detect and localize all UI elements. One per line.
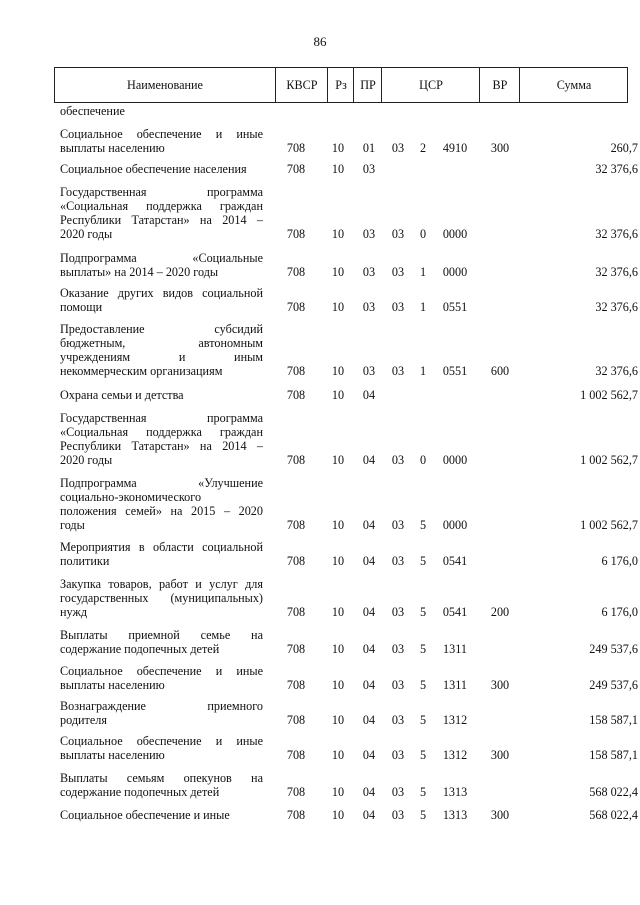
continuation-text: обеспечение <box>60 104 125 118</box>
cell-vr <box>483 265 517 279</box>
cell-c3: 1313 <box>442 785 468 799</box>
header-rz: Рз <box>327 68 354 102</box>
cell-rz: 10 <box>331 748 345 762</box>
cell-vr <box>483 453 517 467</box>
cell-c1: 03 <box>391 605 405 619</box>
row-name-line: помощи <box>60 300 103 314</box>
cell-vr <box>483 785 517 799</box>
cell-vr <box>483 388 517 402</box>
cell-kvsr: 708 <box>286 300 306 314</box>
row-name <box>60 664 263 692</box>
row-name <box>60 628 263 656</box>
cell-c1: 03 <box>391 364 405 378</box>
row-name-line: Предоставление субсидий <box>60 322 263 336</box>
cell-rz: 10 <box>331 265 345 279</box>
cell-sum: 568 022,4 <box>589 785 638 799</box>
cell-pr: 01 <box>362 141 376 155</box>
cell-c1: 03 <box>391 300 405 314</box>
cell-c2: 5 <box>419 605 427 619</box>
cell-c3: 0000 <box>442 265 468 279</box>
row-name-line: нужд <box>60 605 88 619</box>
cell-rz: 10 <box>331 642 345 656</box>
cell-sum: 32 376,6 <box>595 162 638 176</box>
cell-c1: 03 <box>391 678 405 692</box>
cell-sum: 6 176,0 <box>601 605 638 619</box>
row-name-line: выплаты населению <box>60 748 165 762</box>
cell-vr <box>483 713 517 727</box>
cell-pr: 03 <box>362 227 376 241</box>
cell-vr <box>483 227 517 241</box>
row-name-line: Социальное обеспечение и иные <box>60 664 263 678</box>
cell-c2: 5 <box>419 748 427 762</box>
row-name <box>60 251 263 279</box>
cell-kvsr: 708 <box>286 748 306 762</box>
cell-rz: 10 <box>331 162 345 176</box>
cell-vr: 300 <box>490 808 510 822</box>
row-name-line: выплаты населению <box>60 678 165 692</box>
cell-kvsr: 708 <box>286 678 306 692</box>
row-name-line: бюджетным, автономным <box>60 336 263 350</box>
cell-sum: 1 002 562,7 <box>580 453 638 467</box>
cell-c1: 03 <box>391 748 405 762</box>
row-name-line: Оказание других видов социальной <box>60 286 263 300</box>
cell-c2 <box>415 162 431 176</box>
row-name-line: учреждениям и иным <box>60 350 263 364</box>
cell-kvsr: 708 <box>286 388 306 402</box>
header-name: Наименование <box>127 78 203 92</box>
cell-c3: 0551 <box>442 300 468 314</box>
cell-sum: 32 376,6 <box>595 364 638 378</box>
cell-c3: 0000 <box>442 518 468 532</box>
cell-kvsr: 708 <box>286 265 306 279</box>
row-name-line: политики <box>60 554 110 568</box>
cell-c1: 03 <box>391 453 405 467</box>
cell-kvsr: 708 <box>286 453 306 467</box>
cell-c3: 1312 <box>442 748 468 762</box>
cell-c3: 1311 <box>443 642 467 656</box>
cell-pr: 03 <box>362 265 376 279</box>
cell-sum: 249 537,6 <box>589 678 638 692</box>
cell-kvsr: 708 <box>286 518 306 532</box>
header-kvsr: КВСР <box>275 68 328 102</box>
cell-c1: 03 <box>391 642 405 656</box>
cell-pr: 04 <box>362 605 376 619</box>
row-name-line: положения семей» на 2015 – 2020 <box>60 504 263 518</box>
row-name <box>60 127 263 155</box>
cell-c2: 5 <box>419 518 427 532</box>
cell-c3: 0000 <box>442 227 468 241</box>
row-name <box>60 699 263 727</box>
table-header <box>54 67 628 103</box>
cell-rz: 10 <box>331 227 345 241</box>
cell-vr: 200 <box>490 605 510 619</box>
row-name-line: Государственная программа <box>60 411 263 425</box>
cell-sum: 1 002 562,7 <box>580 518 638 532</box>
row-name-line: Мероприятия в области социальной <box>60 540 263 554</box>
cell-c2: 2 <box>419 141 427 155</box>
cell-c2: 1 <box>419 265 427 279</box>
cell-rz: 10 <box>331 605 345 619</box>
header-vr: ВР <box>479 68 520 102</box>
row-name-line: содержание подопечных детей <box>60 785 220 799</box>
cell-kvsr: 708 <box>286 605 306 619</box>
row-name <box>60 771 263 799</box>
cell-c3: 0000 <box>442 453 468 467</box>
cell-vr <box>483 642 517 656</box>
row-name-line: Государственная программа <box>60 185 263 199</box>
cell-sum: 249 537,6 <box>589 642 638 656</box>
row-name-line: социально-экономического <box>60 490 202 504</box>
cell-rz: 10 <box>331 300 345 314</box>
row-name-line: некоммерческим организациям <box>60 364 223 378</box>
cell-c1: 03 <box>391 265 405 279</box>
cell-sum: 568 022,4 <box>589 808 638 822</box>
cell-kvsr: 708 <box>286 808 306 822</box>
row-name <box>60 185 263 241</box>
row-name-line: Подпрограмма «Улучшение <box>60 476 263 490</box>
row-name <box>60 286 263 314</box>
row-name-line: «Социальная поддержка граждан <box>60 199 263 213</box>
cell-rz: 10 <box>331 453 345 467</box>
cell-pr: 04 <box>362 713 376 727</box>
row-name-line: Охрана семьи и детства <box>60 388 184 402</box>
cell-kvsr: 708 <box>286 227 306 241</box>
cell-pr: 04 <box>362 748 376 762</box>
cell-kvsr: 708 <box>286 364 306 378</box>
header-csr: ЦСР <box>381 68 480 102</box>
cell-vr <box>483 554 517 568</box>
row-name-line: Социальное обеспечение и иные <box>60 127 263 141</box>
cell-vr: 300 <box>490 141 510 155</box>
cell-c1: 03 <box>391 713 405 727</box>
header-sum: Сумма <box>519 68 628 102</box>
cell-c1: 03 <box>391 785 405 799</box>
cell-c2 <box>415 388 431 402</box>
row-name <box>60 577 263 619</box>
row-name <box>60 808 263 822</box>
row-name-line: выплаты населению <box>60 141 165 155</box>
row-name-line: «Социальная поддержка граждан <box>60 425 263 439</box>
cell-kvsr: 708 <box>286 713 306 727</box>
cell-c3: 1312 <box>442 713 468 727</box>
cell-c3 <box>435 162 475 176</box>
cell-c3: 0541 <box>442 605 468 619</box>
cell-c3: 1311 <box>443 678 467 692</box>
cell-c2: 1 <box>419 364 427 378</box>
cell-pr: 04 <box>362 642 376 656</box>
cell-pr: 04 <box>362 554 376 568</box>
cell-c3: 0541 <box>442 554 468 568</box>
row-name-line: Республики Татарстан» на 2014 – <box>60 439 263 453</box>
cell-pr: 04 <box>362 785 376 799</box>
row-name-line: Социальное обеспечение населения <box>60 162 247 176</box>
cell-sum: 260,7 <box>610 141 638 155</box>
cell-pr: 04 <box>362 453 376 467</box>
row-name-line: 2020 годы <box>60 453 113 467</box>
row-name <box>60 322 263 378</box>
cell-pr: 04 <box>362 678 376 692</box>
cell-pr: 04 <box>362 808 376 822</box>
cell-c3 <box>435 388 475 402</box>
cell-c2: 0 <box>419 453 427 467</box>
cell-rz: 10 <box>331 678 345 692</box>
cell-rz: 10 <box>331 713 345 727</box>
cell-rz: 10 <box>331 141 345 155</box>
row-name <box>60 476 263 532</box>
row-name-line: годы <box>60 518 85 532</box>
cell-pr: 03 <box>362 364 376 378</box>
cell-pr: 03 <box>362 162 376 176</box>
cell-kvsr: 708 <box>286 554 306 568</box>
cell-kvsr: 708 <box>286 162 306 176</box>
row-name-line: Социальное обеспечение и иные <box>60 808 230 822</box>
cell-sum: 6 176,0 <box>601 554 638 568</box>
cell-rz: 10 <box>331 554 345 568</box>
cell-rz: 10 <box>331 364 345 378</box>
cell-c2: 5 <box>419 642 427 656</box>
cell-vr <box>483 162 517 176</box>
cell-sum: 32 376,6 <box>595 300 638 314</box>
cell-rz: 10 <box>331 808 345 822</box>
row-name-line: выплаты» на 2014 – 2020 годы <box>60 265 219 279</box>
cell-pr: 04 <box>362 388 376 402</box>
row-name-line: Вознаграждение приемного <box>60 699 263 713</box>
cell-c3: 0551 <box>442 364 468 378</box>
cell-c2: 5 <box>419 785 427 799</box>
row-name-line: родителя <box>60 713 107 727</box>
cell-c2: 0 <box>419 227 427 241</box>
row-name-line: Социальное обеспечение и иные <box>60 734 263 748</box>
row-name-line: Подпрограмма «Социальные <box>60 251 263 265</box>
header-pr: ПР <box>353 68 382 102</box>
cell-c3: 4910 <box>442 141 468 155</box>
row-name <box>60 162 263 176</box>
row-name <box>60 411 263 467</box>
cell-sum: 32 376,6 <box>595 265 638 279</box>
row-name-line: Республики Татарстан» на 2014 – <box>60 213 263 227</box>
cell-sum: 32 376,6 <box>595 227 638 241</box>
row-name <box>60 734 263 762</box>
cell-vr <box>483 300 517 314</box>
cell-sum: 1 002 562,7 <box>580 388 638 402</box>
cell-c2: 5 <box>419 554 427 568</box>
cell-rz: 10 <box>331 518 345 532</box>
cell-rz: 10 <box>331 785 345 799</box>
row-name <box>60 540 263 568</box>
cell-c1: 03 <box>391 808 405 822</box>
row-name-line: государственных (муниципальных) <box>60 591 263 605</box>
cell-sum: 158 587,1 <box>589 713 638 727</box>
cell-c1: 03 <box>391 554 405 568</box>
cell-kvsr: 708 <box>286 141 306 155</box>
row-name-line: содержание подопечных детей <box>60 642 220 656</box>
cell-c2: 5 <box>419 713 427 727</box>
row-name-line: Закупка товаров, работ и услуг для <box>60 577 263 591</box>
page-number: 86 <box>313 34 327 49</box>
cell-pr: 03 <box>362 300 376 314</box>
cell-rz: 10 <box>331 388 345 402</box>
cell-c1: 03 <box>391 141 405 155</box>
cell-c2: 5 <box>419 678 427 692</box>
cell-c1: 03 <box>391 227 405 241</box>
row-name <box>60 388 263 402</box>
row-name-line: Выплаты семьям опекунов на <box>60 771 263 785</box>
cell-c2: 1 <box>419 300 427 314</box>
cell-c1 <box>387 388 409 402</box>
row-name-line: Выплаты приемной семье на <box>60 628 263 642</box>
cell-sum: 158 587,1 <box>589 748 638 762</box>
cell-vr: 600 <box>490 364 510 378</box>
cell-c3: 1313 <box>442 808 468 822</box>
row-name-line: 2020 годы <box>60 227 113 241</box>
cell-vr: 300 <box>490 678 510 692</box>
cell-c2: 5 <box>419 808 427 822</box>
cell-c1: 03 <box>391 518 405 532</box>
cell-kvsr: 708 <box>286 642 306 656</box>
cell-vr <box>483 518 517 532</box>
cell-kvsr: 708 <box>286 785 306 799</box>
cell-c1 <box>387 162 409 176</box>
cell-vr: 300 <box>490 748 510 762</box>
cell-pr: 04 <box>362 518 376 532</box>
